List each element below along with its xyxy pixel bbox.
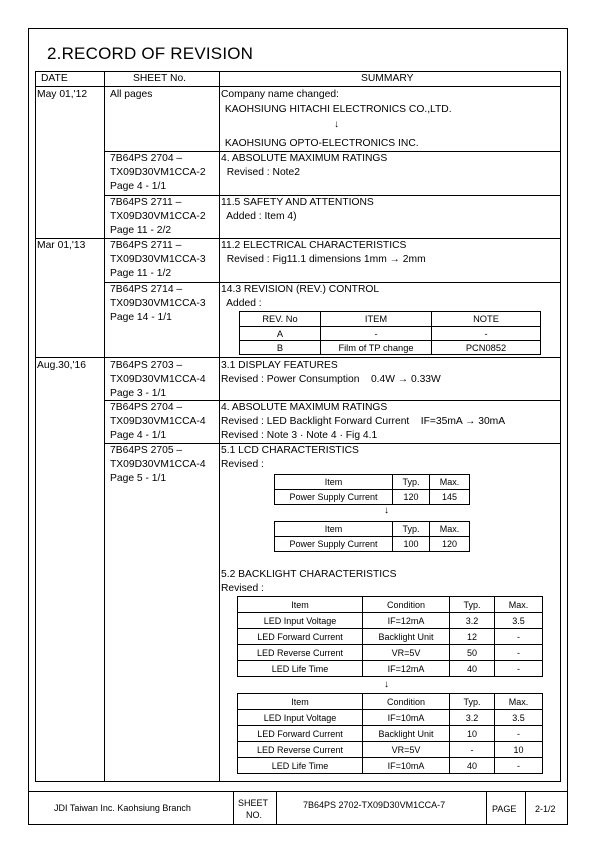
date-cell: Aug.30,'16	[37, 360, 86, 371]
footer-company: JDI Taiwan Inc. Kaohsiung Branch	[54, 803, 191, 813]
bl-cell: LED Life Time	[238, 661, 363, 677]
footer-top-line	[28, 791, 568, 792]
bl-cell: -	[450, 742, 495, 758]
header-divider	[35, 86, 561, 87]
bl-cell: 3.2	[450, 710, 495, 726]
summary-line: 11.2 ELECTRICAL CHARACTERISTICS	[221, 240, 407, 251]
rev-control-table	[239, 311, 541, 355]
sheet-cell: TX09D30VM1CCA-3	[110, 254, 206, 265]
bl-cell: LED Reverse Current	[238, 742, 363, 758]
summary-line: Company name changed:	[221, 89, 339, 100]
footer-divider	[486, 791, 487, 825]
summary-line: 14.3 REVISION (REV.) CONTROL	[221, 284, 380, 295]
summary-line: Revised : Note2	[221, 167, 300, 178]
rev-cell: Film of TP change	[321, 341, 432, 355]
summary-line: KAOHSIUNG OPTO-ELECTRONICS INC.	[222, 138, 419, 149]
footer-divider	[525, 791, 526, 825]
rev-cell: -	[321, 327, 432, 341]
lcd-cell: Power Supply Current	[275, 537, 393, 552]
summary-line: 4. ABSOLUTE MAXIMUM RATINGS	[221, 402, 388, 413]
footer-page-number: 2-1/2	[535, 804, 556, 814]
down-arrow-icon: ↓	[384, 679, 389, 690]
bl-header: Condition	[363, 694, 450, 710]
bl-cell: 40	[450, 758, 495, 774]
bl-cell: 3.5	[495, 710, 543, 726]
footer-divider	[233, 791, 234, 825]
lcd-header: Max.	[430, 475, 470, 490]
header-sheet: SHEET No.	[133, 73, 187, 84]
bl-cell: LED Life Time	[238, 758, 363, 774]
lcd-cell: 120	[430, 537, 470, 552]
bl-cell: LED Input Voltage	[238, 710, 363, 726]
col-divider-date	[104, 71, 105, 782]
bl-header: Item	[238, 597, 363, 613]
summary-line: 3.1 DISPLAY FEATURES	[221, 360, 338, 371]
sheet-cell: 7B64PS 2704 –	[110, 153, 183, 164]
page-title: 2.RECORD OF REVISION	[47, 44, 254, 63]
bl-cell: IF=10mA	[363, 710, 450, 726]
sheet-cell: TX09D30VM1CCA-3	[110, 298, 206, 309]
bl-cell: IF=12mA	[363, 661, 450, 677]
sheet-cell: TX09D30VM1CCA-2	[110, 167, 206, 178]
bl-cell: Backlight Unit	[363, 726, 450, 742]
rev-header: ITEM	[321, 312, 432, 327]
bl-header: Max.	[495, 597, 543, 613]
down-arrow-icon: ↓	[334, 119, 340, 130]
bl-header: Condition	[363, 597, 450, 613]
bl-cell: Backlight Unit	[363, 629, 450, 645]
bl-cell: -	[495, 661, 543, 677]
sheet-cell: 7B64PS 2704 –	[110, 402, 183, 413]
bl-cell: -	[495, 726, 543, 742]
summary-line: Revised : Power Consumption 0.4W → 0.33W	[221, 374, 441, 385]
lcd-header: Typ.	[393, 522, 430, 537]
bl-header: Typ.	[450, 597, 495, 613]
summary-line: KAOHSIUNG HITACHI ELECTRONICS CO.,LTD.	[222, 104, 452, 115]
summary-line: Revised : Fig11.1 dimensions 1mm → 2mm	[221, 254, 426, 265]
bl-cell: LED Input Voltage	[238, 613, 363, 629]
summary-line: 11.5 SAFETY AND ATTENTIONS	[221, 197, 374, 208]
footer-sheet-label: NO.	[246, 810, 263, 820]
summary-line: 5.2 BACKLIGHT CHARACTERISTICS	[221, 569, 397, 580]
bl-cell: VR=5V	[363, 742, 450, 758]
summary-line: Revised :	[221, 459, 264, 470]
sheet-cell: TX09D30VM1CCA-2	[110, 211, 206, 222]
lcd-header: Item	[275, 475, 393, 490]
rev-cell: PCN0852	[432, 341, 541, 355]
bl-header: Typ.	[450, 694, 495, 710]
bl-cell: 50	[450, 645, 495, 661]
date-cell: Mar 01,'13	[37, 240, 86, 251]
bl-cell: 40	[450, 661, 495, 677]
bl-cell: LED Reverse Current	[238, 645, 363, 661]
lcd-table-after	[274, 521, 470, 552]
lcd-cell: 145	[430, 490, 470, 505]
rev-header: REV. No	[240, 312, 321, 327]
sheet-cell: 7B64PS 2705 –	[110, 445, 183, 456]
lcd-cell: Power Supply Current	[275, 490, 393, 505]
sheet-cell: Page 14 - 1/1	[110, 312, 172, 323]
rev-cell: B	[240, 341, 321, 355]
backlight-table-after	[237, 693, 543, 774]
summary-line: Added :	[221, 298, 262, 309]
summary-line: Added : Item 4)	[221, 211, 297, 222]
summary-line: 4. ABSOLUTE MAXIMUM RATINGS	[221, 153, 388, 164]
rev-cell: A	[240, 327, 321, 341]
footer-divider	[276, 791, 277, 825]
rev-cell: -	[432, 327, 541, 341]
bl-cell: LED Forward Current	[238, 726, 363, 742]
bl-cell: 3.5	[495, 613, 543, 629]
lcd-table-before	[274, 474, 470, 505]
footer-doc-number: 7B64PS 2702-TX09D30VM1CCA-7	[303, 800, 446, 810]
sheet-cell: 7B64PS 2711 –	[110, 197, 182, 208]
lcd-header: Max.	[430, 522, 470, 537]
bl-cell: 10	[450, 726, 495, 742]
sheet-cell: All pages	[110, 89, 153, 100]
header-summary: SUMMARY	[361, 73, 414, 84]
sheet-cell: TX09D30VM1CCA-4	[110, 416, 206, 427]
lcd-header: Item	[275, 522, 393, 537]
bl-header: Max.	[495, 694, 543, 710]
bl-cell: -	[495, 758, 543, 774]
sheet-cell: 7B64PS 2714 –	[110, 284, 183, 295]
bl-cell: -	[495, 645, 543, 661]
bl-cell: -	[495, 629, 543, 645]
backlight-table-before	[237, 596, 543, 677]
rev-header: NOTE	[432, 312, 541, 327]
bl-cell: IF=10mA	[363, 758, 450, 774]
summary-line: 5.1 LCD CHARACTERISTICS	[221, 445, 359, 456]
down-arrow-icon: ↓	[384, 505, 389, 516]
sheet-cell: Page 3 - 1/1	[110, 388, 167, 399]
bl-cell: 3.2	[450, 613, 495, 629]
lcd-cell: 100	[393, 537, 430, 552]
bl-cell: 10	[495, 742, 543, 758]
date-cell: May 01,'12	[37, 89, 88, 100]
sheet-cell: Page 11 - 2/2	[110, 225, 172, 236]
bl-cell: IF=12mA	[363, 613, 450, 629]
group-divider-2	[35, 357, 561, 358]
footer-sheet-label: SHEET	[238, 798, 269, 808]
summary-line: Revised : Note 3 · Note 4 · Fig 4.1	[221, 430, 378, 441]
lcd-header: Typ.	[393, 475, 430, 490]
sheet-cell: Page 11 - 1/2	[110, 268, 172, 279]
summary-line: Revised : LED Backlight Forward Current IF=35mA → 30mA	[221, 416, 506, 427]
header-date: DATE	[41, 73, 68, 84]
bl-cell: LED Forward Current	[238, 629, 363, 645]
bl-header: Item	[238, 694, 363, 710]
sheet-cell: TX09D30VM1CCA-4	[110, 374, 206, 385]
col-divider-sheet	[219, 71, 220, 782]
summary-line: Revised :	[221, 583, 264, 594]
bl-cell: 12	[450, 629, 495, 645]
sheet-cell: Page 4 - 1/1	[110, 181, 167, 192]
lcd-cell: 120	[393, 490, 430, 505]
sheet-cell: Page 4 - 1/1	[110, 430, 167, 441]
sheet-cell: TX09D30VM1CCA-4	[110, 459, 206, 470]
footer-page-label: PAGE	[492, 804, 517, 814]
bl-cell: VR=5V	[363, 645, 450, 661]
sheet-cell: 7B64PS 2703 –	[110, 360, 183, 371]
sheet-cell: Page 5 - 1/1	[110, 473, 167, 484]
sheet-cell: 7B64PS 2711 –	[110, 240, 182, 251]
